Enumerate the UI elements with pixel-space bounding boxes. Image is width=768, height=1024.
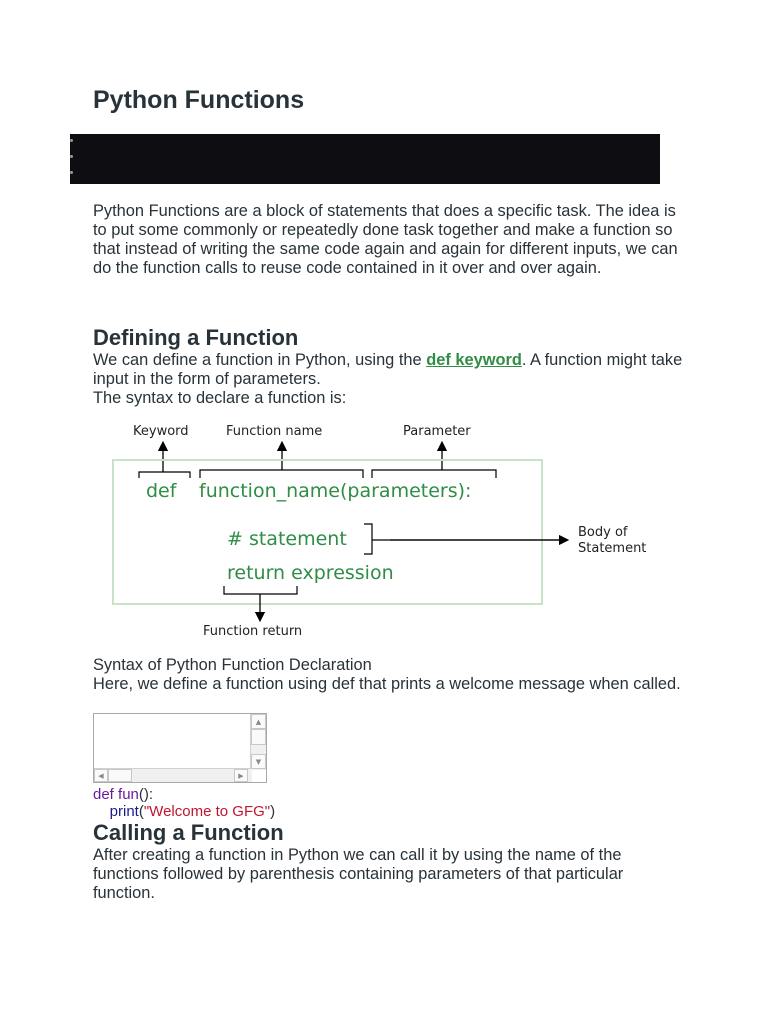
code-function-name: fun: [118, 786, 139, 803]
defining-heading: Defining a Function: [93, 325, 299, 350]
defining-text-after: . A function might take input in the form of parameters.: [93, 351, 683, 388]
code-scroll-box[interactable]: [93, 713, 267, 783]
calling-paragraph: After creating a function in Python we can call it by using the name of the functions followed by parenthesis containing parameters of that particular function.: [93, 846, 624, 902]
code-line-1: [93, 786, 153, 803]
code-def: def: [146, 480, 177, 502]
bracket-keyword: [139, 472, 190, 478]
code-return: return expression: [227, 562, 394, 584]
bracket-return: [224, 586, 297, 594]
defining-paragraph: [93, 351, 683, 389]
scroll-right-icon[interactable]: ▶: [234, 769, 248, 782]
bullet-dot: [70, 171, 73, 174]
vertical-scrollbar[interactable]: [250, 714, 266, 770]
bracket-parameter: [372, 470, 496, 478]
hscroll-thumb[interactable]: [108, 769, 132, 782]
defining-text-before: We can define a function in Python, using the: [93, 351, 427, 369]
page-title: Python Functions: [93, 86, 305, 114]
diagram-caption: Syntax of Python Function Declaration: [93, 656, 372, 674]
label-body-line2: Statement: [578, 541, 647, 556]
code-close-paren: ): [270, 803, 276, 820]
bracket-body: [364, 524, 372, 554]
label-keyword: Keyword: [133, 424, 189, 439]
scroll-up-icon[interactable]: ▲: [251, 714, 266, 729]
code-string: "Welcome to GFG": [143, 803, 271, 820]
scroll-left-icon[interactable]: ◀: [94, 769, 108, 782]
code-indent: [93, 803, 110, 820]
label-function-return: Function return: [203, 624, 303, 639]
label-function-name: Function name: [226, 424, 323, 439]
bullet-dot: [70, 155, 73, 158]
scroll-thumb[interactable]: [251, 729, 266, 745]
example-intro: Here, we define a function using def that prints a welcome message when called.: [93, 675, 681, 693]
dark-banner: [70, 134, 660, 184]
code-def-keyword: def: [93, 786, 114, 803]
bullet-dot: [70, 139, 73, 142]
intro-paragraph: Python Functions are a block of statements that does a specific task. The idea is to put some commonly or repeatedly done task together and make a function so that instead of writing the same code again and again for different inputs, we can do the function calls to reuse code contained in it over and over again.: [93, 202, 678, 277]
def-keyword-link[interactable]: def keyword: [426, 351, 522, 369]
code-statement: # statement: [227, 528, 347, 550]
code-open-paren: (: [138, 803, 144, 820]
syntax-intro: The syntax to declare a function is:: [93, 389, 347, 407]
function-syntax-diagram: [90, 414, 670, 646]
bracket-function-name: [200, 470, 363, 478]
label-body-line1: Body of: [578, 525, 628, 540]
horizontal-scrollbar[interactable]: [94, 768, 252, 782]
scroll-down-icon[interactable]: ▼: [251, 754, 266, 769]
calling-heading: Calling a Function: [93, 820, 284, 845]
label-parameter: Parameter: [403, 424, 471, 439]
code-print: print: [109, 803, 139, 820]
code-line-2: [93, 803, 275, 820]
code-parens: ():: [138, 786, 154, 803]
code-signature: function_name(parameters):: [199, 480, 472, 502]
